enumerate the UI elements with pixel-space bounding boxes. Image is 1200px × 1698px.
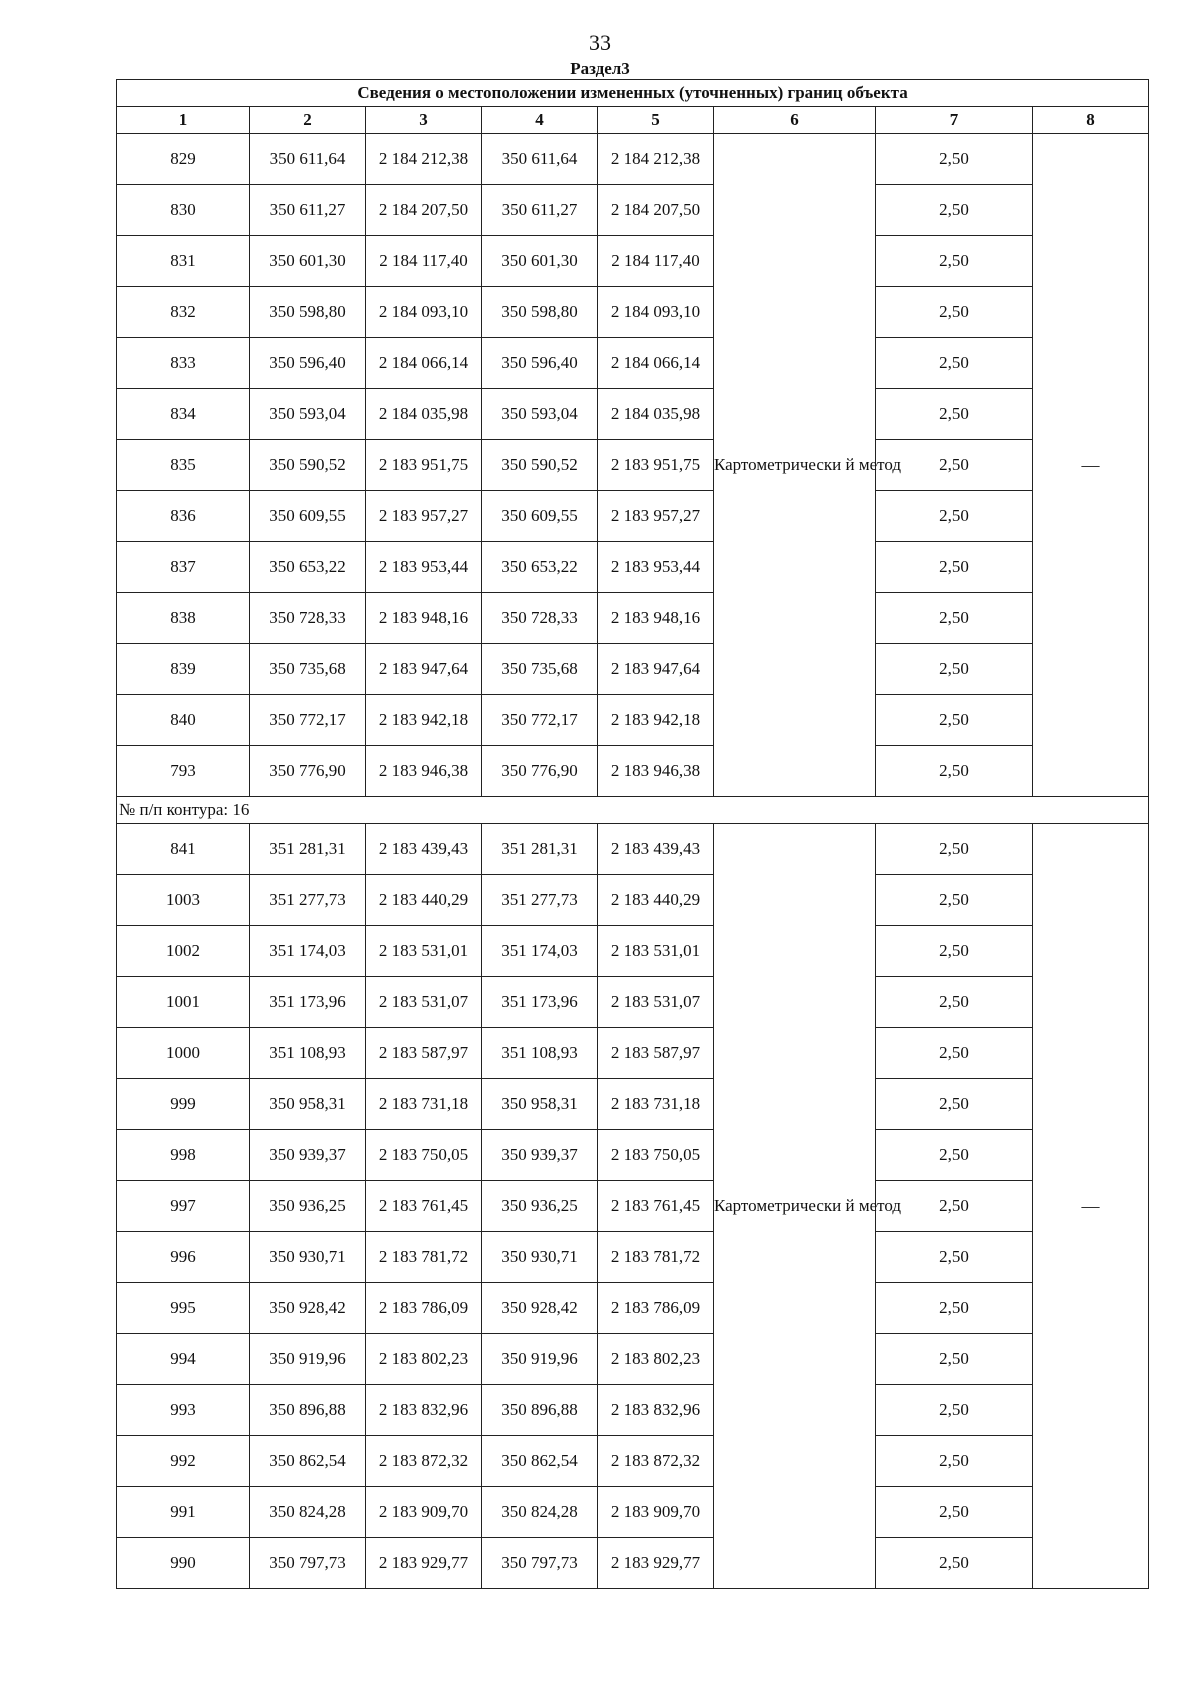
x-coordinate: 350 824,28 bbox=[250, 1487, 366, 1538]
y-coordinate: 2 183 929,77 bbox=[366, 1538, 482, 1589]
point-number: 991 bbox=[117, 1487, 250, 1538]
x-coordinate-new: 350 930,71 bbox=[482, 1232, 598, 1283]
table-row bbox=[117, 1487, 1149, 1538]
point-number: 1000 bbox=[117, 1028, 250, 1079]
x-coordinate-new: 350 958,31 bbox=[482, 1079, 598, 1130]
y-coordinate: 2 183 786,09 bbox=[366, 1283, 482, 1334]
column-8-dash: — bbox=[1033, 824, 1149, 1589]
x-coordinate-new: 351 281,31 bbox=[482, 824, 598, 875]
point-number: 998 bbox=[117, 1130, 250, 1181]
y-coordinate-new: 2 184 035,98 bbox=[598, 389, 714, 440]
x-coordinate: 350 862,54 bbox=[250, 1436, 366, 1487]
y-coordinate: 2 183 948,16 bbox=[366, 593, 482, 644]
x-coordinate-new: 350 735,68 bbox=[482, 644, 598, 695]
x-coordinate-new: 350 609,55 bbox=[482, 491, 598, 542]
method-cell: Картометрически й метод bbox=[714, 134, 876, 797]
y-coordinate: 2 183 531,07 bbox=[366, 977, 482, 1028]
y-coordinate: 2 183 731,18 bbox=[366, 1079, 482, 1130]
y-coordinate-new: 2 183 929,77 bbox=[598, 1538, 714, 1589]
y-coordinate-new: 2 183 531,01 bbox=[598, 926, 714, 977]
accuracy-value: 2,50 bbox=[876, 338, 1033, 389]
accuracy-value: 2,50 bbox=[876, 1334, 1033, 1385]
point-number: 837 bbox=[117, 542, 250, 593]
y-coordinate-new: 2 183 731,18 bbox=[598, 1079, 714, 1130]
table-row bbox=[117, 1028, 1149, 1079]
y-coordinate-new: 2 183 946,38 bbox=[598, 746, 714, 797]
table-row bbox=[117, 1538, 1149, 1589]
y-coordinate-new: 2 183 761,45 bbox=[598, 1181, 714, 1232]
x-coordinate-new: 351 173,96 bbox=[482, 977, 598, 1028]
accuracy-value: 2,50 bbox=[876, 746, 1033, 797]
accuracy-value: 2,50 bbox=[876, 1538, 1033, 1589]
x-coordinate-new: 350 776,90 bbox=[482, 746, 598, 797]
x-coordinate: 351 108,93 bbox=[250, 1028, 366, 1079]
x-coordinate: 350 598,80 bbox=[250, 287, 366, 338]
x-coordinate: 350 958,31 bbox=[250, 1079, 366, 1130]
page-number: 33 bbox=[589, 30, 611, 55]
point-number: 829 bbox=[117, 134, 250, 185]
y-coordinate-new: 2 184 093,10 bbox=[598, 287, 714, 338]
y-coordinate-new: 2 183 872,32 bbox=[598, 1436, 714, 1487]
table-row bbox=[117, 389, 1149, 440]
x-coordinate-new: 350 896,88 bbox=[482, 1385, 598, 1436]
x-coordinate-new: 350 772,17 bbox=[482, 695, 598, 746]
x-coordinate: 351 174,03 bbox=[250, 926, 366, 977]
accuracy-value: 2,50 bbox=[876, 593, 1033, 644]
accuracy-value: 2,50 bbox=[876, 695, 1033, 746]
x-coordinate: 350 735,68 bbox=[250, 644, 366, 695]
table-body bbox=[117, 80, 1149, 1589]
y-coordinate: 2 183 440,29 bbox=[366, 875, 482, 926]
x-coordinate: 351 277,73 bbox=[250, 875, 366, 926]
y-coordinate-new: 2 183 951,75 bbox=[598, 440, 714, 491]
table-row bbox=[117, 977, 1149, 1028]
contour-label: № п/п контура: 16 bbox=[117, 797, 1149, 824]
y-coordinate-new: 2 183 440,29 bbox=[598, 875, 714, 926]
x-coordinate: 350 611,64 bbox=[250, 134, 366, 185]
point-number: 1002 bbox=[117, 926, 250, 977]
point-number: 990 bbox=[117, 1538, 250, 1589]
table-row bbox=[117, 644, 1149, 695]
accuracy-value: 2,50 bbox=[876, 926, 1033, 977]
table-row bbox=[117, 440, 1149, 491]
accuracy-value: 2,50 bbox=[876, 542, 1033, 593]
column-number: 6 bbox=[714, 107, 876, 134]
point-number: 997 bbox=[117, 1181, 250, 1232]
table-row bbox=[117, 236, 1149, 287]
y-coordinate-new: 2 183 832,96 bbox=[598, 1385, 714, 1436]
y-coordinate-new: 2 183 781,72 bbox=[598, 1232, 714, 1283]
table-row bbox=[117, 287, 1149, 338]
y-coordinate-new: 2 183 948,16 bbox=[598, 593, 714, 644]
table-row bbox=[117, 746, 1149, 797]
y-coordinate: 2 183 942,18 bbox=[366, 695, 482, 746]
accuracy-value: 2,50 bbox=[876, 977, 1033, 1028]
accuracy-value: 2,50 bbox=[876, 1028, 1033, 1079]
x-coordinate: 350 930,71 bbox=[250, 1232, 366, 1283]
y-coordinate-new: 2 184 212,38 bbox=[598, 134, 714, 185]
x-coordinate: 350 590,52 bbox=[250, 440, 366, 491]
accuracy-value: 2,50 bbox=[876, 236, 1033, 287]
contour-row bbox=[117, 797, 1149, 824]
x-coordinate: 350 593,04 bbox=[250, 389, 366, 440]
table-row bbox=[117, 1232, 1149, 1283]
column-number: 1 bbox=[117, 107, 250, 134]
x-coordinate: 350 939,37 bbox=[250, 1130, 366, 1181]
x-coordinate-new: 351 174,03 bbox=[482, 926, 598, 977]
accuracy-value: 2,50 bbox=[876, 1181, 1033, 1232]
x-coordinate: 350 728,33 bbox=[250, 593, 366, 644]
y-coordinate-new: 2 183 947,64 bbox=[598, 644, 714, 695]
section-title: Раздел3 bbox=[570, 59, 630, 78]
y-coordinate: 2 183 909,70 bbox=[366, 1487, 482, 1538]
y-coordinate-new: 2 183 531,07 bbox=[598, 977, 714, 1028]
accuracy-value: 2,50 bbox=[876, 185, 1033, 236]
y-coordinate-new: 2 184 207,50 bbox=[598, 185, 714, 236]
y-coordinate: 2 183 946,38 bbox=[366, 746, 482, 797]
point-number: 993 bbox=[117, 1385, 250, 1436]
accuracy-value: 2,50 bbox=[876, 644, 1033, 695]
x-coordinate-new: 351 108,93 bbox=[482, 1028, 598, 1079]
column-number-row bbox=[117, 107, 1149, 134]
accuracy-value: 2,50 bbox=[876, 1385, 1033, 1436]
x-coordinate-new: 350 939,37 bbox=[482, 1130, 598, 1181]
y-coordinate-new: 2 184 117,40 bbox=[598, 236, 714, 287]
y-coordinate-new: 2 183 750,05 bbox=[598, 1130, 714, 1181]
point-number: 830 bbox=[117, 185, 250, 236]
table-row bbox=[117, 926, 1149, 977]
column-number: 7 bbox=[876, 107, 1033, 134]
y-coordinate-new: 2 183 439,43 bbox=[598, 824, 714, 875]
x-coordinate-new: 350 593,04 bbox=[482, 389, 598, 440]
x-coordinate: 350 776,90 bbox=[250, 746, 366, 797]
point-number: 833 bbox=[117, 338, 250, 389]
y-coordinate: 2 183 951,75 bbox=[366, 440, 482, 491]
y-coordinate: 2 183 761,45 bbox=[366, 1181, 482, 1232]
x-coordinate: 350 896,88 bbox=[250, 1385, 366, 1436]
y-coordinate: 2 184 117,40 bbox=[366, 236, 482, 287]
point-number: 836 bbox=[117, 491, 250, 542]
y-coordinate-new: 2 183 942,18 bbox=[598, 695, 714, 746]
table-row bbox=[117, 542, 1149, 593]
accuracy-value: 2,50 bbox=[876, 1436, 1033, 1487]
y-coordinate: 2 184 093,10 bbox=[366, 287, 482, 338]
column-number: 3 bbox=[366, 107, 482, 134]
y-coordinate: 2 183 872,32 bbox=[366, 1436, 482, 1487]
point-number: 999 bbox=[117, 1079, 250, 1130]
x-coordinate: 350 596,40 bbox=[250, 338, 366, 389]
point-number: 1003 bbox=[117, 875, 250, 926]
x-coordinate-new: 350 919,96 bbox=[482, 1334, 598, 1385]
y-coordinate-new: 2 183 587,97 bbox=[598, 1028, 714, 1079]
x-coordinate: 351 281,31 bbox=[250, 824, 366, 875]
x-coordinate-new: 350 653,22 bbox=[482, 542, 598, 593]
y-coordinate-new: 2 183 786,09 bbox=[598, 1283, 714, 1334]
y-coordinate: 2 184 035,98 bbox=[366, 389, 482, 440]
point-number: 996 bbox=[117, 1232, 250, 1283]
table-row bbox=[117, 134, 1149, 185]
accuracy-value: 2,50 bbox=[876, 1283, 1033, 1334]
x-coordinate-new: 350 824,28 bbox=[482, 1487, 598, 1538]
accuracy-value: 2,50 bbox=[876, 875, 1033, 926]
column-number: 2 bbox=[250, 107, 366, 134]
table-row bbox=[117, 1436, 1149, 1487]
accuracy-value: 2,50 bbox=[876, 1079, 1033, 1130]
point-number: 832 bbox=[117, 287, 250, 338]
point-number: 838 bbox=[117, 593, 250, 644]
y-coordinate: 2 183 947,64 bbox=[366, 644, 482, 695]
accuracy-value: 2,50 bbox=[876, 491, 1033, 542]
y-coordinate: 2 184 207,50 bbox=[366, 185, 482, 236]
x-coordinate-new: 350 797,73 bbox=[482, 1538, 598, 1589]
table-row bbox=[117, 491, 1149, 542]
table-row bbox=[117, 875, 1149, 926]
x-coordinate: 350 609,55 bbox=[250, 491, 366, 542]
column-number: 4 bbox=[482, 107, 598, 134]
table-title-row bbox=[117, 80, 1149, 107]
accuracy-value: 2,50 bbox=[876, 1130, 1033, 1181]
y-coordinate: 2 183 832,96 bbox=[366, 1385, 482, 1436]
table-row bbox=[117, 338, 1149, 389]
accuracy-value: 2,50 bbox=[876, 389, 1033, 440]
x-coordinate-new: 350 596,40 bbox=[482, 338, 598, 389]
x-coordinate: 350 797,73 bbox=[250, 1538, 366, 1589]
y-coordinate: 2 183 957,27 bbox=[366, 491, 482, 542]
x-coordinate: 350 653,22 bbox=[250, 542, 366, 593]
y-coordinate: 2 183 750,05 bbox=[366, 1130, 482, 1181]
table-row bbox=[117, 1130, 1149, 1181]
table-row bbox=[117, 593, 1149, 644]
point-number: 995 bbox=[117, 1283, 250, 1334]
y-coordinate: 2 183 781,72 bbox=[366, 1232, 482, 1283]
column-number: 8 bbox=[1033, 107, 1149, 134]
point-number: 994 bbox=[117, 1334, 250, 1385]
point-number: 992 bbox=[117, 1436, 250, 1487]
x-coordinate: 351 173,96 bbox=[250, 977, 366, 1028]
table-row bbox=[117, 185, 1149, 236]
x-coordinate-new: 350 611,64 bbox=[482, 134, 598, 185]
point-number: 839 bbox=[117, 644, 250, 695]
table-row bbox=[117, 1283, 1149, 1334]
x-coordinate-new: 350 590,52 bbox=[482, 440, 598, 491]
point-number: 831 bbox=[117, 236, 250, 287]
y-coordinate: 2 183 802,23 bbox=[366, 1334, 482, 1385]
point-number: 841 bbox=[117, 824, 250, 875]
table-row bbox=[117, 824, 1149, 875]
y-coordinate: 2 183 439,43 bbox=[366, 824, 482, 875]
y-coordinate-new: 2 183 953,44 bbox=[598, 542, 714, 593]
accuracy-value: 2,50 bbox=[876, 134, 1033, 185]
x-coordinate-new: 350 611,27 bbox=[482, 185, 598, 236]
point-number: 1001 bbox=[117, 977, 250, 1028]
point-number: 835 bbox=[117, 440, 250, 491]
boundary-table bbox=[116, 79, 1149, 1589]
x-coordinate-new: 350 728,33 bbox=[482, 593, 598, 644]
x-coordinate-new: 350 928,42 bbox=[482, 1283, 598, 1334]
column-number: 5 bbox=[598, 107, 714, 134]
table-row bbox=[117, 1181, 1149, 1232]
table-row bbox=[117, 1334, 1149, 1385]
y-coordinate-new: 2 183 957,27 bbox=[598, 491, 714, 542]
x-coordinate-new: 351 277,73 bbox=[482, 875, 598, 926]
x-coordinate-new: 350 601,30 bbox=[482, 236, 598, 287]
x-coordinate: 350 936,25 bbox=[250, 1181, 366, 1232]
y-coordinate: 2 183 587,97 bbox=[366, 1028, 482, 1079]
y-coordinate: 2 184 212,38 bbox=[366, 134, 482, 185]
accuracy-value: 2,50 bbox=[876, 287, 1033, 338]
y-coordinate-new: 2 183 802,23 bbox=[598, 1334, 714, 1385]
table-row bbox=[117, 1385, 1149, 1436]
point-number: 793 bbox=[117, 746, 250, 797]
accuracy-value: 2,50 bbox=[876, 1487, 1033, 1538]
x-coordinate: 350 928,42 bbox=[250, 1283, 366, 1334]
y-coordinate: 2 183 953,44 bbox=[366, 542, 482, 593]
y-coordinate: 2 184 066,14 bbox=[366, 338, 482, 389]
x-coordinate-new: 350 862,54 bbox=[482, 1436, 598, 1487]
table-row bbox=[117, 1079, 1149, 1130]
y-coordinate-new: 2 184 066,14 bbox=[598, 338, 714, 389]
accuracy-value: 2,50 bbox=[876, 824, 1033, 875]
x-coordinate: 350 601,30 bbox=[250, 236, 366, 287]
point-number: 840 bbox=[117, 695, 250, 746]
x-coordinate: 350 772,17 bbox=[250, 695, 366, 746]
point-number: 834 bbox=[117, 389, 250, 440]
column-8-dash: — bbox=[1033, 134, 1149, 797]
accuracy-value: 2,50 bbox=[876, 440, 1033, 491]
x-coordinate: 350 611,27 bbox=[250, 185, 366, 236]
y-coordinate: 2 183 531,01 bbox=[366, 926, 482, 977]
x-coordinate-new: 350 936,25 bbox=[482, 1181, 598, 1232]
table-row bbox=[117, 695, 1149, 746]
x-coordinate-new: 350 598,80 bbox=[482, 287, 598, 338]
x-coordinate: 350 919,96 bbox=[250, 1334, 366, 1385]
method-cell: Картометрически й метод bbox=[714, 824, 876, 1589]
accuracy-value: 2,50 bbox=[876, 1232, 1033, 1283]
y-coordinate-new: 2 183 909,70 bbox=[598, 1487, 714, 1538]
table-title: Сведения о местоположении измененных (уточненных) границ объекта bbox=[117, 80, 1149, 107]
